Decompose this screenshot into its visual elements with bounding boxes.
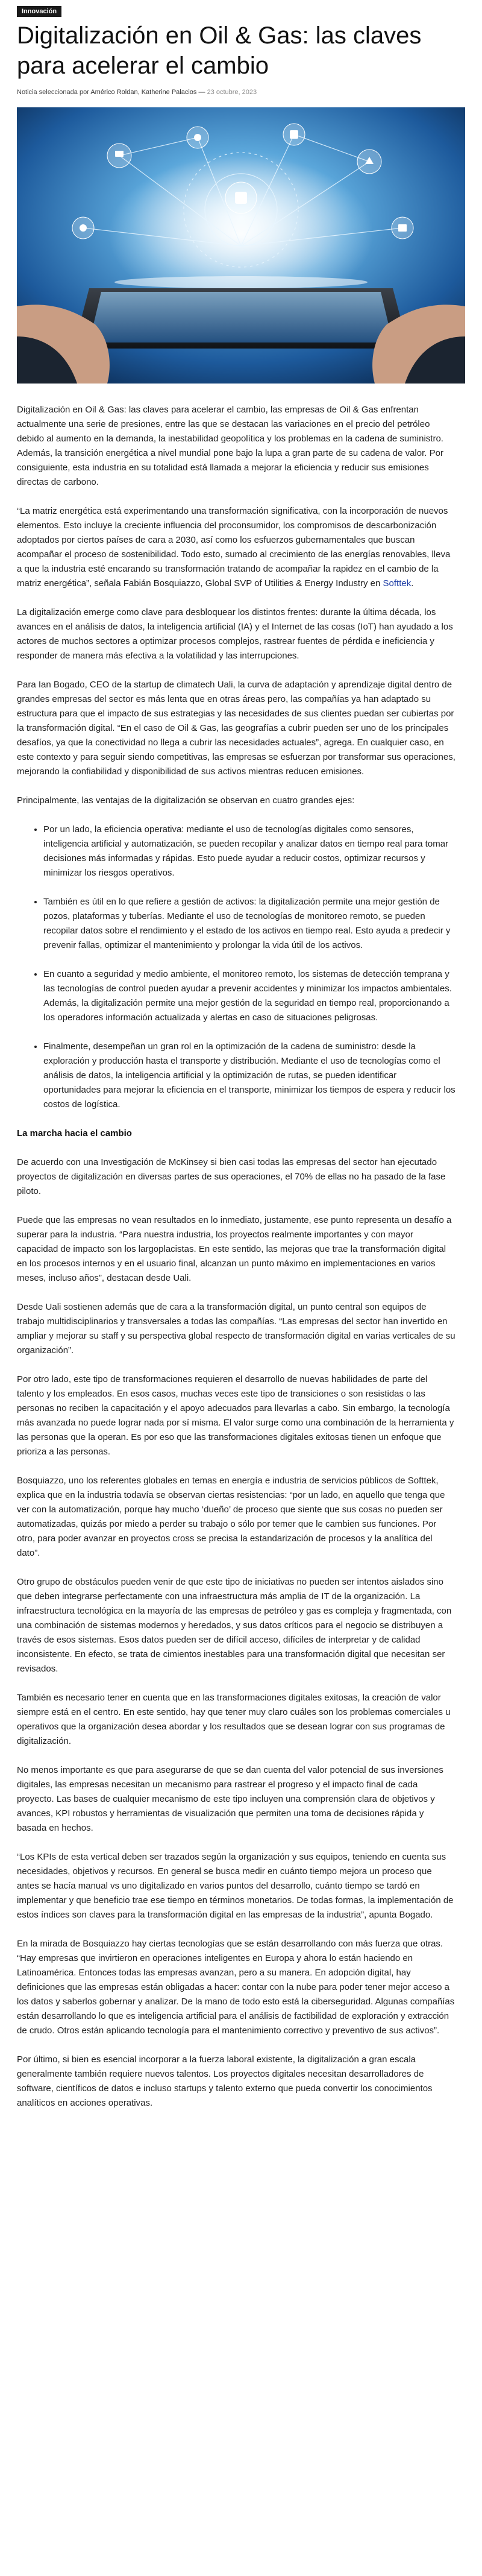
quote-paragraph [17,504,455,591]
list-item: • En cuanto a seguridad y medio ambiente, el monitoreo remoto, los sistemas de detección temprana y las tecnologías de control pueden ayudar a prevenir accidentes y minimizar los impactos ambientales. Además, la digitalización permite una mejor gestión de la seguridad en tiempo real, proporcionando a los operadores información actualizada y alertas en caso de situaciones peligrosas. [43,967,455,1025]
byline-separator: — [196,89,207,96]
article-body [17,403,455,2125]
category-tag[interactable]: Innovación [17,6,61,17]
paragraph: También es necesario tener en cuenta que en las transformaciones digitales exitosas, la creación de valor siempre está en el centro. En este sentido, hay que tener muy claro cuáles son los problemas comerciales u operativos que la organización desea abordar y los resultados que se desean lograr con sus programas de digitalización. [17,1693,451,1746]
list-item: • También es útil en lo que refiere a gestión de activos: la digitalización permite una mejor gestión de pozos, plataformas y tuberías. Mediante el uso de tecnologías de monitoreo remoto, se pueden recopilar datos sobre el rendimiento y el estado de los activos en tiempo real. Esto ayuda a predecir y prevenir fallas, optimizar el mantenimiento y prolongar la vida útil de los activos. [43,895,455,953]
paragraph: De acuerdo con una Investigación de McKinsey si bien casi todas las empresas del sector han ejecutado proyectos de digitalización en diversas partes de sus operaciones, el 70% de ellas no ha pasado de la fase piloto. [17,1157,446,1196]
list-item: • Finalmente, desempeñan un gran rol en la optimización de la cadena de suministro: desde la exploración y producción hasta el transporte y distribución. Mediante el uso de tecnologías como el análisis de datos, la inteligencia artificial y la optimización de rutas, se pueden identificar oportunidades para mejorar la eficiencia en el transporte, minimizar los tiempos de espera y reducir los costos de logística. [43,1040,455,1112]
paragraph: Bosquiazzo, uno los referentes globales en temas en energía e industria de servicios públicos de Softtek, explica que en la industria todavía se observan ciertas resistencias: “por un lado, en aquello que tenga que ver con la automatización, porque hay mucho ‘dueño’ de proceso que siente que sus cosas no pueden ser automatizadas, quizás por miedo a perder su trabajo o sólo por temer que le cambien sus funciones. Por otro, para poder avanzar en proyectos cross se precisa la estandarización de procesos y la analítica del dato”. [17,1476,445,1558]
paragraph: Por otro lado, este tipo de transformaciones requieren el desarrollo de nuevas habilidades de parte del talento y los empleados. En esos casos, muchas veces este tipo de transiciones o son resistidas o las personas no reciben la capacitación y el apoyo adecuados para llevarlas a cabo. Sin embargo, la tecnología más avanzada no puede lograr nada por sí misma. El valor surge como una combinación de la herramienta y las personas que la operan. Es por eso que las transformaciones digitales exitosas tienen un enfoque que prioriza a las personas. [17,1374,454,1457]
softtek-link[interactable]: Softtek [383,578,412,589]
article-title: Digitalización en Oil & Gas: las claves para acelerar el cambio [17,22,422,79]
paragraph: Para Ian Bogado, CEO de la startup de climatech Uali, la curva de adaptación y aprendizaje digital dentro de grandes empresas del sector es más lenta que en otras áreas pero, las compañías ya han adaptado su estructura para que el impacto de sus estrategias y las necesidades de sus clientes puedan ser cubiertas por la transformación digital. “En el caso de Oil & Gas, las geografías a cubrir pueden ser uno de los principales desafíos, ya que la conectividad no llega a cubrir las necesidades actuales”, agrega. En cualquier caso, en este contexto y para seguir siendo competitivas, las empresas se esfuerzan por transformar sus operaciones, mejorando la confiabilidad y disponibilidad de sus activos mientras reducen emisiones. [17,680,455,777]
paragraph: Por último, si bien es esencial incorporar a la fuerza laboral existente, la digitalización a gran escala generalmente también requiere nuevos talentos. Los proyectos digitales necesitan desarrolladores de software, científicos de datos e incluso startups y talento externo que pueda convertir los conocimientos analíticos en acciones operativas. [17,2054,433,2108]
paragraph: No menos importante es que para asegurarse de que se dan cuenta del valor potencial de sus inversiones digitales, las empresas necesitan un mecanismo para rastrear el progreso y el impacto final de cada proyecto. Las bases de cualquier mecanismo de este tipo incluyen una comprensión clara de objetivos y avances, KPI robustos y herramientas de visualización que permiten una toma de decisiones rápida y basada en hechos. [17,1765,443,1833]
hero-image [17,107,465,384]
paragraph-end: . [411,578,414,589]
paragraph: En la mirada de Bosquiazzo hay ciertas tecnologías que se están desarrollando con más fuerza que otras. “Hay empresas que invirtieron en operaciones inteligentes en Europa y ahora lo están haciendo en Latinoamérica. Entonces todas las empresas avanzan, pero a su manera. En adopción digital, hay definiciones que las empresas están obligadas a hacer: contar con la nube para poder tener mejor acceso a los datos y saberlos gobernar y analizar. De la mano de todo esto está la ciberseguridad. Algunas compañías están desarrollando lo que es inteligencia artificial para el análisis de factibilidad de exploración y extracción de crudo. Otros están aplicando tecnología para el mantenimiento correctivo y preventivo de sus activos”. [17,1939,455,2036]
hero-illustration [17,107,465,384]
paragraph: Desde Uali sostienen además que de cara a la transformación digital, un punto central son equipos de trabajo multidisciplinarios y transversales a todas las compañías. “Las empresas del sector han invertido en ampliar y mejorar su staff y su perspectiva global respecto de transformación digital en varias verticales de su organización”. [17,1302,455,1356]
byline: Noticia seleccionada por Américo Roldan, Katherine Palacios — 23 octubre, 2023 [17,89,257,96]
author-link-1[interactable]: Américo Roldan [90,89,138,96]
paragraph: Principalmente, las ventajas de la digitalización se observan en cuatro grandes ejes: [17,795,355,806]
paragraph: La digitalización emerge como clave para desbloquear los distintos frentes: durante la última década, los avances en el análisis de datos, la inteligencia artificial (IA) y el Internet de las cosas (IoT) han ayudado a los actores de muchos sectores a optimizar procesos complejos, rastrear fuentes de pérdida e ineficiencia y responder de manera más efectiva a la volatilidad y las interrupciones. [17,607,453,661]
byline-prefix: Noticia seleccionada por [17,89,89,96]
paragraph: Puede que las empresas no vean resultados en lo inmediato, justamente, ese punto representa un desafío a superar para la industria. “Para nuestra industria, los proyectos realmente importantes y con mayor capacidad de impacto son los largoplacistas. En este sentido, las mejoras que trae la transformación digital en los procesos internos y en el usuario final, alcanzan un punto máximo en implementaciones en varios meses, incluso años”, destacan desde Uali. [17,1215,452,1283]
list-item: • Por un lado, la eficiencia operativa: mediante el uso de tecnologías digitales como sensores, inteligencia artificial y automatización, se pueden recopilar y analizar datos en tiempo real para tomar decisiones más informadas y rápidas. Esto puede ayudar a reducir costos, optimizar recursos y minimizar los riesgos operativos. [43,822,455,880]
paragraph: “Los KPIs de esta vertical deben ser trazados según la organización y sus equipos, teniendo en cuenta sus necesidades, objetivos y recursos. En general se busca medir en cuánto tiempo mejora un proceso que antes se hacía manual vs uno digitalizado en varios puntos del desarrollo, cuánto tiempo se tardó en implementar y que beneficio trae ese tiempo en términos monetarios. De todas formas, la implementación de estos índices son claves para la transformación digital en las empresas de la industria”, apunta Bogado. [17,1852,454,1920]
benefits-list [17,822,455,1112]
paragraph: Digitalización en Oil & Gas: las claves para acelerar el cambio, las empresas de Oil & Gas enfrentan actualmente una serie de presiones, entre las que se destacan las variaciones en el precio del petróleo debido al aumento en la demanda, la inestabilidad geopolítica y los problemas en la cadena de suministro. Además, la transición energética a nivel mundial pone bajo la lupa a gran parte de su cadena de valor. Por consiguiente, esta industria en su totalidad está llamada a mejorar la eficiencia y reducir sus emisiones directas de carbono. [17,405,443,487]
publish-date: 23 octubre, 2023 [207,89,257,96]
section-heading: La marcha hacia el cambio [17,1128,132,1138]
paragraph: Otro grupo de obstáculos pueden venir de que este tipo de iniciativas no pueden ser intentos aislados sino que deben integrarse perfectamente con una infraestructura más amplia de IT de la organización. La infraestructura tecnológica en la mayoría de las empresas de petróleo y gas es compleja y fragmentada, con una combinación de sistemas modernos y heredados, y sus datos críticos para el negocio se distribuyen a través de esos sistemas. Esos datos pueden ser de difícil acceso, difíciles de interpretar y de calidad inconsistente. En efecto, se trata de cimientos inestables para una transformación digital que necesitan ser revisados. [17,1577,452,1674]
author-link-2[interactable]: Katherine Palacios [141,89,197,96]
paragraph-text: “La matriz energética está experimentando una transformación significativa, con la incorporación de nuevos elementos. Esto incluye la creciente influencia del proconsumidor, los compromisos de descarbonización adoptados por ciertos países de cara a 2030, así como los esfuerzos gubernamentales que buscan acompañar el proceso de sostenibilidad. Todo esto, sumado al crecimiento de las energías renovables, lleva a que la industria esté encarando su transformación tratando de acompañar la rapidez en el cambio de la matriz energética”, señala Fabián Bosquiazzo, Global SVP of Utilities & Energy Industry en [17,506,451,589]
